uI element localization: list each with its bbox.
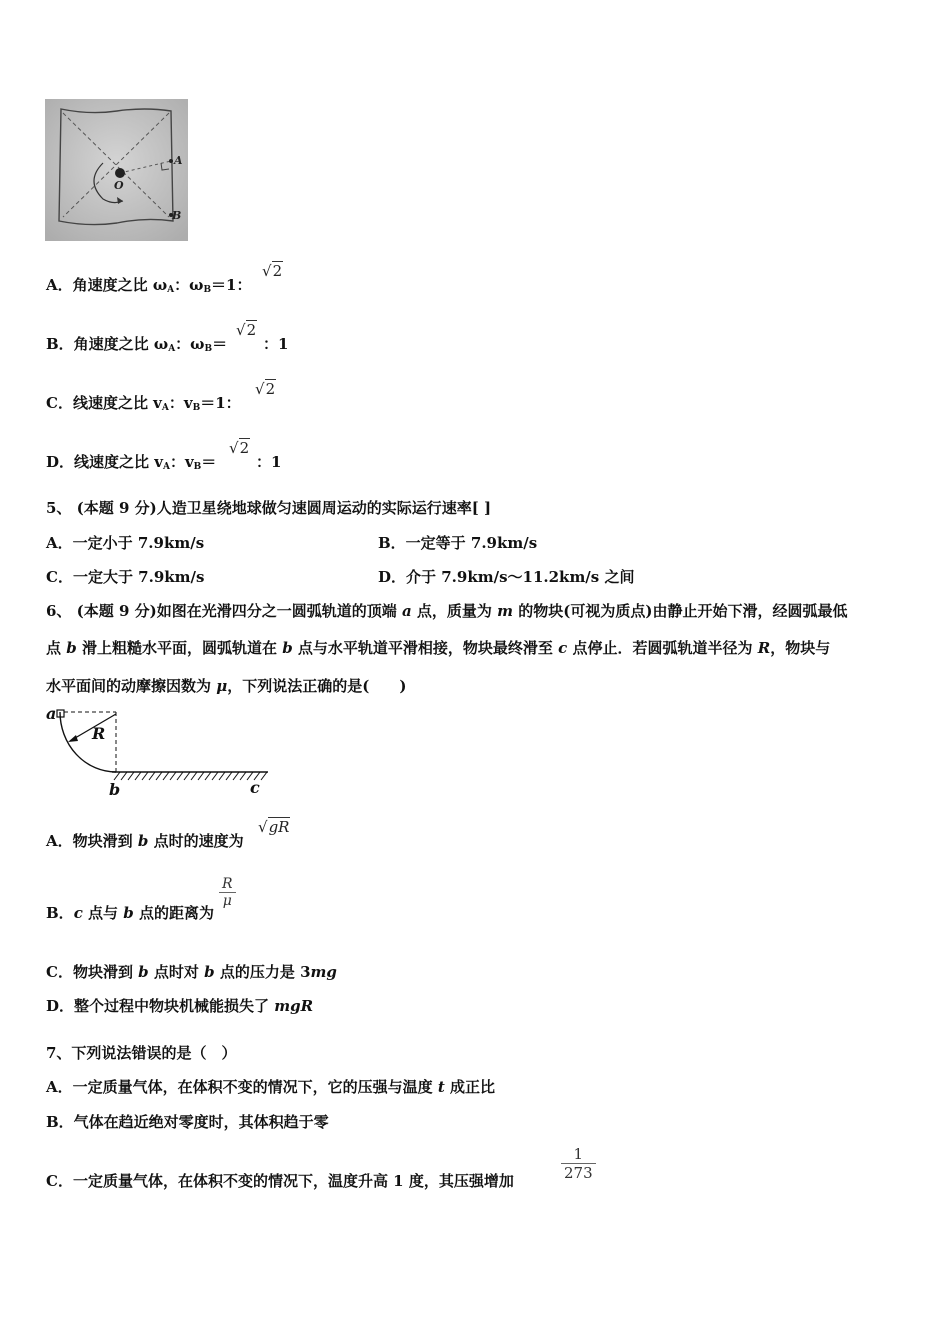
figure1-label-b: B: [172, 209, 182, 222]
q4-option-b: B．角速度之比 $\omega_A$：$\omega_B=$: [46, 335, 228, 354]
q5-option-a: A．一定小于 7.9km/s: [46, 534, 205, 552]
q6-b-fraction: R μ: [219, 876, 236, 909]
rotating-paper-drawing: [45, 99, 188, 241]
q6-stem-line2: 点 b 滑上粗糙水平面，圆弧轨道在 b 点与水平轨道平滑相接，物块最终滑至 c 点停止．若圆弧轨道半径为 R，物块与: [46, 639, 831, 657]
q5-option-d: D．介于 7.9km/s～11.2km/s 之间: [378, 568, 635, 586]
fig-label-r: R: [92, 724, 106, 743]
fig-label-b: b: [109, 780, 121, 799]
q6-stem-line1: 6、 (本题 9 分)如图在光滑四分之一圆弧轨道的顶端 a 点，质量为 m 的物块(可视为质点)由静止开始下滑，经圆弧最低: [46, 602, 848, 620]
q4-b-tail: ：1: [263, 335, 289, 353]
q7-option-a: A．一定质量气体，在体积不变的情况下，它的压强与温度 t 成正比: [46, 1078, 496, 1096]
q5-option-b: B．一定等于 7.9km/s: [378, 534, 538, 552]
q6-figure-arc-track: [44, 704, 274, 800]
q4-b-sqrt: √2: [236, 321, 257, 339]
q7-c-fraction: 1 273: [561, 1145, 596, 1182]
q4-option-d: D．线速度之比 $v_A$：$v_B=$: [46, 453, 217, 472]
arc-track-drawing: [44, 704, 274, 800]
q5-option-c: C．一定大于 7.9km/s: [46, 568, 205, 586]
q5-stem: 5、 (本题 9 分)人造卫星绕地球做匀速圆周运动的实际运行速率[ ]: [46, 499, 492, 517]
fig-label-c: c: [250, 778, 260, 797]
figure1-label-a: A: [174, 154, 183, 167]
q6-a-sqrt: √gR: [258, 818, 290, 836]
figure1-label-o: O: [114, 179, 124, 192]
q6-stem-line3: 水平面间的动摩擦因数为 μ，下列说法正确的是( ): [46, 677, 407, 695]
fig-label-a: a: [46, 704, 57, 723]
q6-option-d: D．整个过程中物块机械能损失了 mgR: [46, 997, 314, 1015]
q4-d-sqrt: √2: [229, 439, 250, 457]
q7-option-b: B．气体在趋近绝对零度时，其体积趋于零: [46, 1113, 329, 1131]
q6-option-b: B．c 点与 b 点的距离为: [46, 904, 215, 922]
q4-c-sqrt: √2: [255, 380, 276, 398]
q7-stem: 7、下列说法错误的是（ ）: [46, 1044, 237, 1062]
q6-option-c: C．物块滑到 b 点时对 b 点的压力是 3mg: [46, 963, 337, 981]
figure-rotating-paper: [45, 99, 188, 241]
q4-option-a: A．角速度之比 $\omega_A$：$\omega_B=1$：: [46, 276, 252, 295]
q7-option-c: C．一定质量气体，在体积不变的情况下，温度升高 1 度，其压强增加: [46, 1172, 514, 1190]
q4-a-sqrt: √2: [262, 262, 283, 280]
q4-d-tail: ：1: [256, 453, 282, 471]
q6-option-a: A．物块滑到 b 点时的速度为: [46, 832, 244, 850]
q4-option-c: C．线速度之比 $v_A$：$v_B=1$：: [46, 394, 241, 413]
